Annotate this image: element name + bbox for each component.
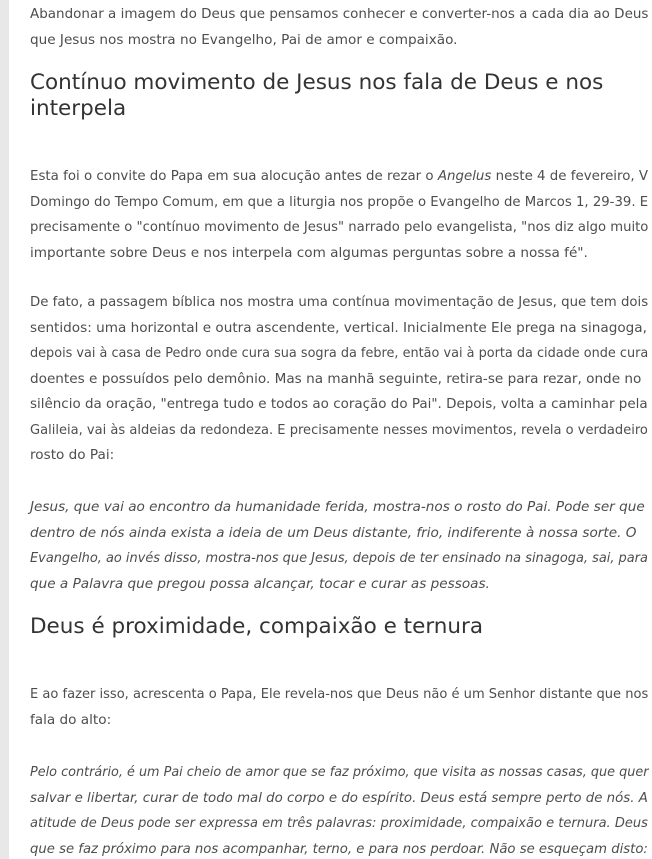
text-line: atitude de Deus pode ser expressa em três palavras: proximidade, compaixão e ternura. Deus (30, 815, 648, 831)
paragraph-angelus (30, 164, 652, 266)
text-line: Galileia, vai às aldeias da redondeza. E precisamente nesses movimentos, revela o verdadeiro (30, 421, 648, 438)
text-line: fala do alto: (30, 711, 112, 728)
text-line: Pelo contrário, é um Pai cheio de amor que se faz próximo, que visita as nossas casas, que quer (30, 764, 649, 780)
text-line: sentidos: uma horizontal e outra ascendente, vertical. Inicialmente Ele prega na sinagoga, (30, 319, 647, 336)
text-line: precisamente o "contínuo movimento de Jesus" narrado pelo evangelista, "nos diz algo muito (30, 219, 649, 235)
text-line: rosto do Pai: (30, 447, 115, 463)
text-line: salvar e libertar, curar de todo mal do corpo e do espírito. Deus está sempre perto de nós. A (30, 789, 648, 806)
text-line: Jesus, que vai ao encontro da humanidade ferida, mostra-nos o rosto do Pai. Pode ser que (30, 499, 645, 515)
quote-paragraph-2 (30, 760, 652, 859)
text-line: doentes e possuídos pelo demônio. Mas na manhã seguinte, retira-se para rezar, onde no (30, 370, 642, 387)
text-line: importante sobre Deus e nos interpela com algumas perguntas sobre a nossa fé". (30, 244, 588, 261)
text-line (30, 164, 652, 190)
heading-line: Deus é proximidade, compaixão e ternura (30, 614, 484, 639)
section-heading-proximity (30, 614, 483, 640)
text-line: De fato, a passagem bíblica nos mostra uma contínua movimentação de Jesus, que tem dois (30, 294, 649, 310)
text-line: silêncio da oração, "entrega tudo e todos ao coração do Pai". Depois, volta a caminhar pela (30, 396, 648, 412)
text-line: que a Palavra que pregou possa alcançar, tocar e curar as pessoas. (30, 575, 490, 592)
left-margin-bar (0, 0, 9, 859)
text-line: Evangelho, ao invés disso, mostra-nos que Jesus, depois de ter ensinado na sinagoga, sai, para (30, 550, 648, 566)
intro-paragraph (30, 2, 652, 53)
text-line: Abandonar a imagem do Deus que pensamos conhecer e converter-nos a cada dia ao Deus (30, 6, 649, 22)
text-line: E ao fazer isso, acrescenta o Papa, Ele revela-nos que Deus não é um Senhor distante que nos (30, 686, 649, 702)
heading-line: interpela (30, 96, 127, 121)
section-heading-movement (30, 70, 603, 122)
text-line: que se faz próximo para nos acompanhar, terno, e para nos perdoar. Não se esqueçam disto: (30, 840, 648, 857)
paragraph-pope-adds (30, 682, 652, 733)
text-run: neste 4 de fevereiro, V (491, 168, 649, 184)
text-line: dentro de nós ainda exista a ideia de um Deus distante, frio, indiferente à nossa sorte. O (30, 524, 637, 541)
text-line: Domingo do Tempo Comum, em que a liturgia nos propõe o Evangelho de Marcos 1, 29-39. E (30, 193, 649, 210)
paragraph-movements (30, 290, 652, 469)
angelus-emphasis: Angelus (437, 168, 492, 184)
text-run: Esta foi o convite do Papa em sua alocução antes de rezar o (30, 168, 438, 184)
text-line: que Jesus nos mostra no Evangelho, Pai de amor e compaixão. (30, 31, 458, 48)
text-line: depois vai à casa de Pedro onde cura sua sogra da febre, então vai à porta da cidade onde cura (30, 345, 649, 361)
heading-line: Contínuo movimento de Jesus nos fala de Deus e nos (30, 70, 604, 95)
quote-paragraph-1 (30, 495, 652, 597)
